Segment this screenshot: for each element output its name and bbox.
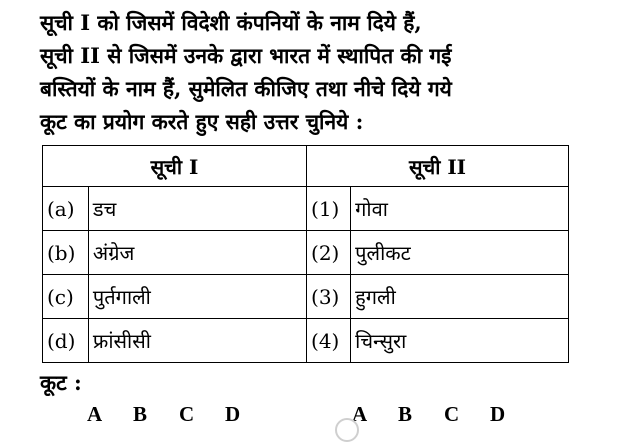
list2-label: (3) [307, 275, 351, 319]
list2-header: सूची II [307, 146, 569, 187]
table-row [43, 231, 569, 275]
question-line: कूट का प्रयोग करते हुए सही उत्तर चुनिये : [40, 109, 364, 134]
list2-label: (2) [307, 231, 351, 275]
list1-label: (d) [43, 319, 89, 363]
list1-label: (c) [43, 275, 89, 319]
list2-value: गोवा [351, 187, 569, 231]
table-row [43, 275, 569, 319]
code-column-c: C [444, 402, 460, 426]
list1-header: सूची I [43, 146, 307, 187]
list2-label: (4) [307, 319, 351, 363]
watermark-logo [335, 418, 359, 442]
code-column-d: D [225, 402, 241, 426]
code-column-b: B [398, 402, 413, 426]
code-column-b: B [133, 402, 148, 426]
question-text [40, 6, 570, 138]
list1-value: अंग्रेज [88, 231, 306, 275]
list1-label: (a) [43, 187, 89, 231]
table-row [43, 187, 569, 231]
code-column-a: A [352, 402, 368, 426]
list2-label: (1) [307, 187, 351, 231]
code-column-c: C [179, 402, 195, 426]
codes-header-right [352, 402, 536, 427]
match-table [42, 145, 569, 363]
codes-header-left [87, 402, 271, 427]
question-line: सूची II से जिसमें उनके द्वारा भारत में स्थापित की गई [40, 43, 452, 68]
table-row [43, 319, 569, 363]
question-line: सूची I को जिसमें विदेशी कंपनियों के नाम दिये हैं, [40, 10, 422, 35]
list1-value: फ्रांसीसी [88, 319, 306, 363]
question-line: बस्तियों के नाम हैं, सुमेलित कीजिए तथा नीचे दिये गये [40, 76, 452, 101]
list1-label: (b) [43, 231, 89, 275]
codes-label: कूट : [40, 370, 82, 395]
list2-value: चिन्सुरा [351, 319, 569, 363]
list2-value: हुगली [351, 275, 569, 319]
code-column-d: D [490, 402, 506, 426]
list1-value: डच [88, 187, 306, 231]
code-column-a: A [87, 402, 103, 426]
list2-value: पुलीकट [351, 231, 569, 275]
table-header-row [43, 146, 569, 187]
list1-value: पुर्तगाली [88, 275, 306, 319]
